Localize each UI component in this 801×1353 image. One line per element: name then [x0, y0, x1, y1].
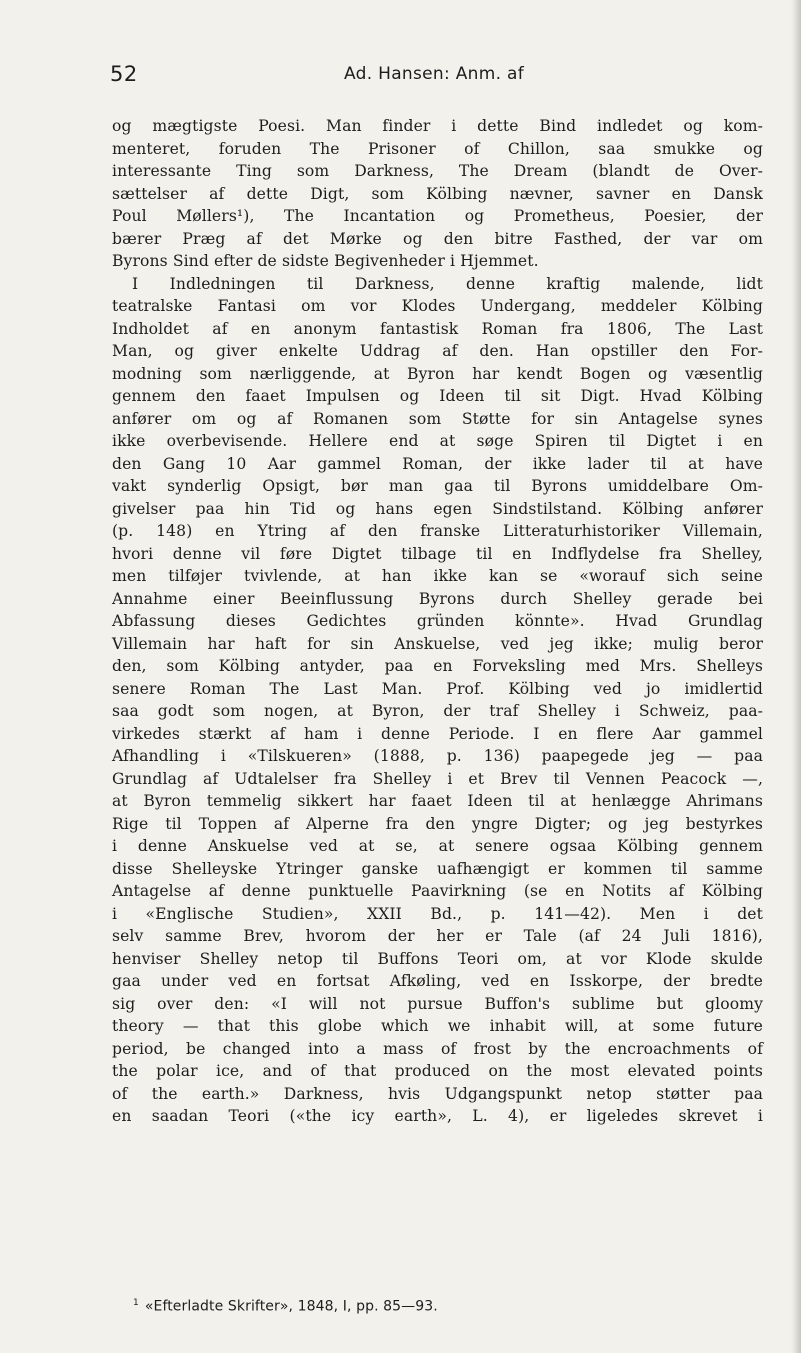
- text-line: disse Shelleyske Ytringer ganske uafhængigt er kommen til samme: [112, 859, 763, 878]
- text-line: Grundlag af Udtalelser fra Shelley i et Brev til Vennen Peacock —,: [112, 769, 763, 788]
- text-line: the polar ice, and of that produced on the most elevated points: [112, 1062, 763, 1080]
- text-line: selv samme Brev, hvorom der her er Tale (af 24 Juli 1816),: [112, 927, 763, 945]
- text-line: (p. 148) en Ytring af den franske Litteraturhistoriker Villemain,: [112, 522, 763, 540]
- text-line: at Byron temmelig sikkert har faaet Ideen til at henlægge Ahrimans: [112, 792, 763, 810]
- footnote-marker: 1: [133, 1298, 139, 1308]
- text-line: senere Roman The Last Man. Prof. Kölbing ved jo imidlertid: [112, 679, 763, 698]
- text-line: Abfassung dieses Gedichtes gründen könnte». Hvad Grundlag: [112, 612, 763, 630]
- text-line: Antagelse af denne punktuelle Paavirkning (se en Notits af Kölbing: [112, 882, 763, 900]
- text-line: I Indledningen til Darkness, denne kraftig malende, lidt: [132, 274, 763, 293]
- paragraph-2: [112, 273, 763, 1128]
- text-line: givelser paa hin Tid og hans egen Sindstilstand. Kölbing anfører: [112, 499, 763, 518]
- text-line: anfører om og af Romanen som Støtte for sin Antagelse synes: [112, 409, 763, 428]
- text-line: Afhandling i «Tilskueren» (1888, p. 136) paapegede jeg — paa: [112, 747, 763, 765]
- text-line: i «Englische Studien», XXII Bd., p. 141—42). Men i det: [112, 904, 763, 923]
- text-line: Poul Møllers¹), The Incantation og Prometheus, Poesier, der: [112, 207, 763, 225]
- text-line: vakt synderlig Opsigt, bør man gaa til Byrons umiddelbare Om-: [112, 477, 763, 495]
- text-line: Rige til Toppen af Alperne fra den yngre Digter; og jeg bestyrkes: [112, 814, 763, 833]
- text-line: period, be changed into a mass of frost by the encroachments of: [112, 1039, 763, 1058]
- text-line: Annahme einer Beeinflussung Byrons durch Shelley gerade bei: [112, 589, 763, 608]
- text-line: virkedes stærkt af ham i denne Periode. I en flere Aar gammel: [112, 724, 763, 743]
- text-line: saa godt som nogen, at Byron, der traf Shelley i Schweiz, paa-: [112, 702, 763, 720]
- paragraph-1: [112, 115, 763, 273]
- text-line: menteret, foruden The Prisoner of Chillon, saa smukke og: [112, 139, 763, 158]
- text-line: henviser Shelley netop til Buffons Teori om, at vor Klode skulde: [112, 949, 763, 968]
- text-line: modning som nærliggende, at Byron har kendt Bogen og væsentlig: [112, 364, 763, 383]
- text-line: en saadan Teori («the icy earth», L. 4), er ligeledes skrevet i: [112, 1107, 763, 1125]
- text-line: gaa under ved en fortsat Afkøling, ved en Isskorpe, der bredte: [112, 972, 763, 990]
- text-line: Man, og giver enkelte Uddrag af den. Han opstiller den For-: [112, 342, 763, 360]
- page-header: [110, 62, 760, 88]
- text-line: den Gang 10 Aar gammel Roman, der ikke lader til at have: [112, 454, 763, 473]
- text-line: theory — that this globe which we inhabit will, at some future: [112, 1017, 763, 1035]
- page-edge-shadow: [791, 0, 801, 1353]
- page-number: 52: [110, 62, 138, 86]
- text-line: men tilføjer tvivlende, at han ikke kan se «worauf sich seine: [112, 567, 763, 585]
- running-head: Ad. Hansen: Anm. af: [344, 64, 524, 84]
- text-line: den, som Kölbing antyder, paa en Forveksling med Mrs. Shelleys: [112, 657, 763, 675]
- text-line: interessante Ting som Darkness, The Dream (blandt de Over-: [112, 162, 763, 180]
- text-line: i denne Anskuelse ved at se, at senere ogsaa Kölbing gennem: [112, 837, 763, 855]
- text-line: sættelser af dette Digt, som Kölbing nævner, savner en Dansk: [112, 184, 763, 203]
- body-text: [112, 115, 763, 1128]
- text-line: of the earth.» Darkness, hvis Udgangspunkt netop støtter paa: [112, 1084, 763, 1103]
- text-line: sig over den: «I will not pursue Buffon's sublime but gloomy: [112, 994, 763, 1013]
- text-line: hvori denne vil føre Digtet tilbage til en Indflydelse fra Shelley,: [112, 544, 763, 563]
- footnote-text: «Efterladte Skrifter», 1848, I, pp. 85—93.: [144, 1298, 438, 1315]
- footnote: [133, 1298, 438, 1315]
- text-line: gennem den faaet Impulsen og Ideen til sit Digt. Hvad Kölbing: [112, 387, 763, 405]
- text-line: Byrons Sind efter de sidste Begivenheder i Hjemmet.: [112, 252, 539, 270]
- text-line: Villemain har haft for sin Anskuelse, ved jeg ikke; mulig beror: [112, 634, 763, 653]
- text-line: teatralske Fantasi om vor Klodes Undergang, meddeler Kölbing: [112, 297, 763, 315]
- text-line: og mægtigste Poesi. Man finder i dette Bind indledet og kom-: [112, 117, 763, 135]
- text-line: Indholdet af en anonym fantastisk Roman fra 1806, The Last: [112, 319, 763, 338]
- text-line: bærer Præg af det Mørke og den bitre Fasthed, der var om: [112, 229, 763, 248]
- text-line: ikke overbevisende. Hellere end at søge Spiren til Digtet i en: [112, 432, 763, 450]
